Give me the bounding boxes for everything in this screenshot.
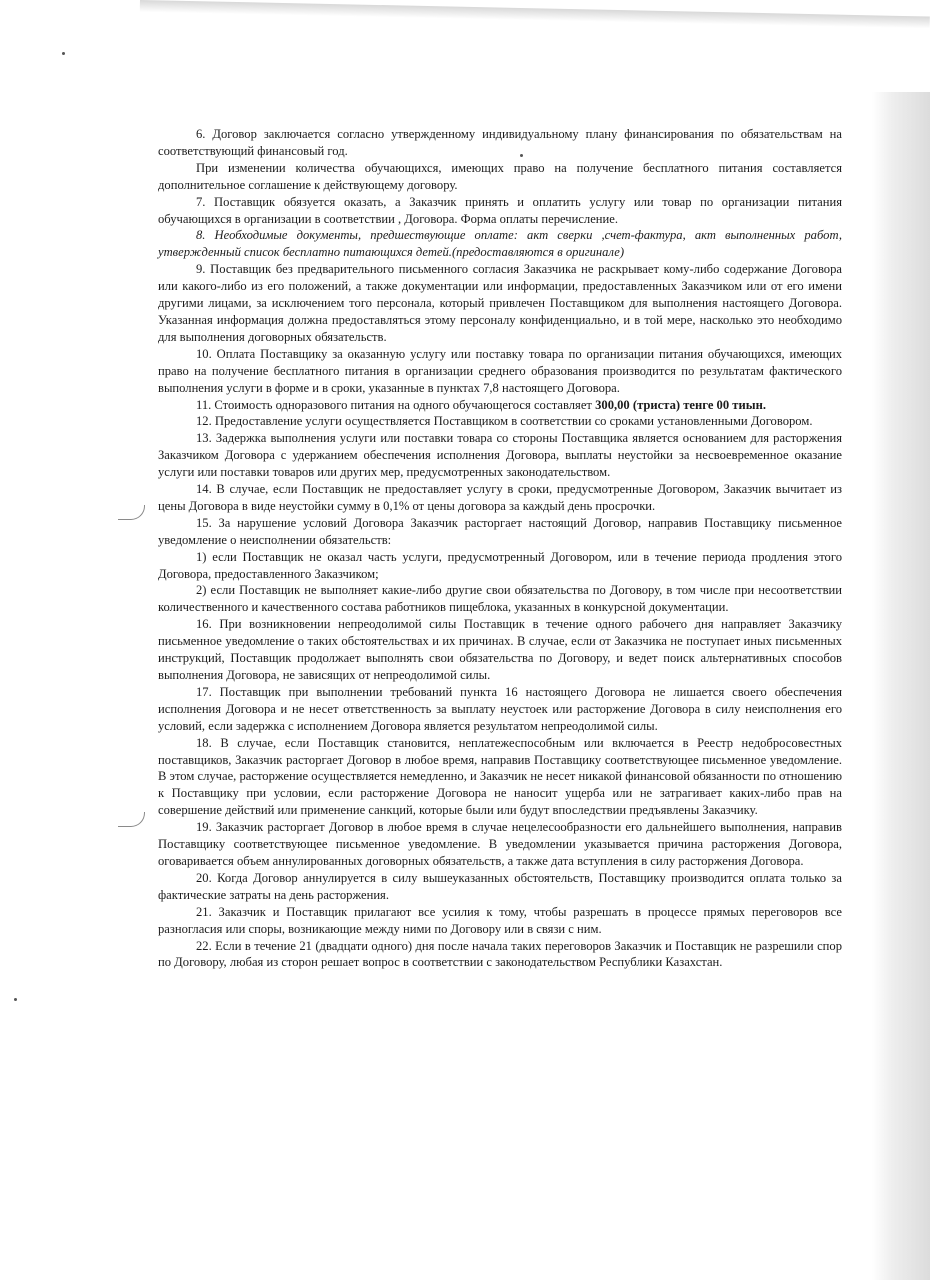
- punch-hole-mark: [118, 812, 145, 827]
- clause-17: 17. Поставщик при выполнении требований пункта 16 настоящего Договора не лишается своего обеспечения исполнения Договора и не несет ответственность за выплату неустоек или расторжение Договора в силу неисполнения его условий, если задержка с исполнением Договора является результатом непреодолимой силы.: [158, 684, 842, 733]
- scan-speck: [14, 998, 17, 1001]
- scan-edge-top: [140, 0, 930, 29]
- clause-21: 21. Заказчик и Поставщик прилагают все усилия к тому, чтобы разрешать в процессе прямых переговоров все разногласия или споры, возникающие между ними по Договору или в связи с ним.: [158, 904, 842, 936]
- clause-11-text: 11. Стоимость одноразового питания на одного обучающегося составляет: [196, 397, 596, 412]
- clause-10: 10. Оплата Поставщику за оказанную услугу или поставку товара по организации питания обучающихся, имеющих право на получение бесплатного питания в организации среднего образования производится по результатам фактического выполнения услуги в форме и в сроки, указанные в пунктах 7,8 настоящего Договора.: [158, 346, 842, 395]
- clause-7: 7. Поставщик обязуется оказать, а Заказчик принять и оплатить услугу или товар по организации питания обучающихся в организации в соответствии , Договора. Форма оплаты перечисление.: [158, 194, 842, 226]
- clause-12: 12. Предоставление услуги осуществляется Поставщиком в соответствии со сроками установленными Договором.: [196, 414, 813, 429]
- clause-13: 13. Задержка выполнения услуги или поставки товара со стороны Поставщика является основанием для расторжения Заказчиком Договора с удержанием обеспечения исполнения Договора, выплаты неустойки за несвоевременное оказание услуги или поставки товаров или других мер, предусмотренных законодательством.: [158, 431, 842, 480]
- clause-6: 6. Договор заключается согласно утвержденному индивидуальному плану финансирования по обязательствам на соответствующий финансовый год.: [158, 127, 842, 158]
- clause-18: 18. В случае, если Поставщик становится, неплатежеспособным или включается в Реестр недобросовестных поставщиков, Заказчик расторгает Договор в любое время, направив Поставщику соответствующее письменное уведомление. В этом случае, расторжение осуществляется немедленно, и Заказчик не несет никакой финансовой обязанности по отношению к Поставщику при условии, если расторжение Договора не наносит ущерба или не затрагивает каких-либо прав на совершение действий или применение санкций, которые были или будут впоследствии предъявлены Заказчику.: [158, 735, 842, 818]
- clause-15-item-2: 2) если Поставщик не выполняет какие-либо другие свои обязательства по Договору, в том числе при несоответствии количественного и качественного состава работников пищеблока, указанных в конкурсной документации.: [158, 583, 842, 615]
- clause-15-item-1: 1) если Поставщик не оказал часть услуги, предусмотренный Договором, или в течение периода продления этого Договора, предоставленного Заказчиком;: [158, 549, 842, 581]
- clause-6-note: При изменении количества обучающихся, имеющих право на получение бесплатного питания составляется дополнительное соглашение к действующему договору.: [158, 160, 842, 192]
- punch-hole-mark: [118, 505, 145, 520]
- clause-22: 22. Если в течение 21 (двадцати одного) дня после начала таких переговоров Заказчик и Поставщик не разрешили спор по Договору, любая из сторон решает вопрос в соответствии с законодательством Республики Казахстан.: [158, 938, 842, 970]
- clause-9: 9. Поставщик без предварительного письменного согласия Заказчика не раскрывает кому-либо содержание Договора или какого-либо из его положений, а также документации или информации, предоставленных Заказчиком или от его имени другими лицами, за исключением того персонала, который привлечен Поставщиком для выполнения настоящего Договора. Указанная информация должна предоставляться этому персоналу конфиденциально, и в той мере, насколько это необходимо для выполнения договорных обязательств.: [158, 262, 842, 344]
- clause-11-amount: 300,00 (триста) тенге 00 тиын.: [595, 397, 766, 412]
- scan-speck: [62, 52, 65, 55]
- clause-15: 15. За нарушение условий Договора Заказчик расторгает настоящий Договор, направив Поставщику письменное уведомление о неисполнении обязательств:: [158, 515, 842, 547]
- clause-16: 16. При возникновении непреодолимой силы Поставщик в течение одного рабочего дня направляет Заказчику письменное уведомление о таких обстоятельствах и их причинах. В случае, если от Заказчика не поступает иных письменных инструкций, Поставщик продолжает выполнять свои обязательства по Договору, и ведет поиск альтернативных способов выполнения Договора, не зависящих от непреодолимой силы.: [158, 617, 842, 682]
- clause-8: 8. Необходимые документы, предшествующие оплате: акт сверки ,счет-фактура, акт выполненных работ, утвержденный список бесплатно питающихся детей.(предоставляются в оригинале): [158, 228, 842, 260]
- contract-page: [158, 126, 842, 1186]
- clause-14: 14. В случае, если Поставщик не предоставляет услугу в сроки, предусмотренные Договором, Заказчик вычитает из цены Договора в виде неустойки сумму в 0,1% от цены договора за каждый день просрочки.: [158, 482, 842, 513]
- scan-edge-right: [872, 92, 930, 1280]
- clause-11: [158, 397, 842, 414]
- clause-19: 19. Заказчик расторгает Договор в любое время в случае нецелесообразности его дальнейшего выполнения, направив Поставщику соответствующее письменное уведомление. В уведомлении указывается причина расторжения Договора, оговаривается объем аннулированных договорных обязательств, а также дата вступления в силу расторжения Договора.: [158, 820, 842, 868]
- clause-20: 20. Когда Договор аннулируется в силу вышеуказанных обстоятельств, Поставщику производится оплата только за фактические затраты на день расторжения.: [158, 870, 842, 902]
